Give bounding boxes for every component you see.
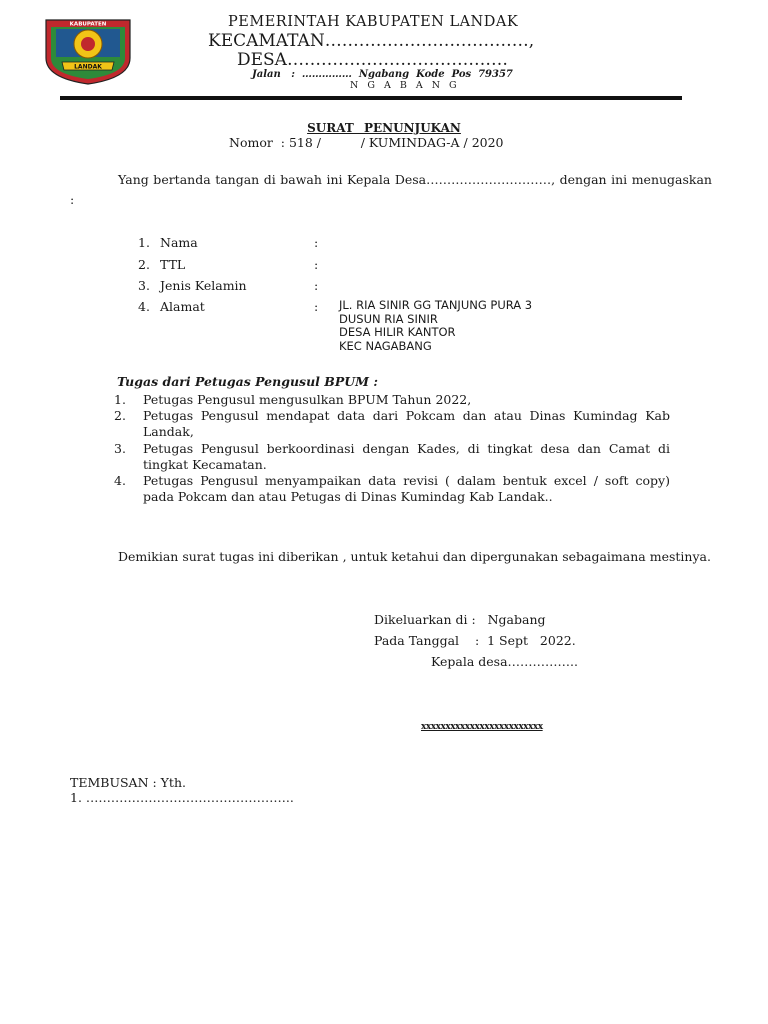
government-name: PEMERINTAH KABUPATEN LANDAK	[228, 14, 519, 30]
letter-number: Nomor : 518 / / KUMINDAG-A / 2020	[229, 135, 504, 150]
field-label: Nama	[160, 235, 198, 250]
address-line: Jalan : …………… Ngabang Kode Pos 79357	[252, 69, 513, 80]
opening-paragraph: Yang bertanda tangan di bawah ini Kepala Desa…………………………, dengan ini menugaskan :	[70, 172, 712, 207]
regency-logo	[42, 14, 134, 86]
field-colon: :	[314, 299, 319, 314]
field-ttl	[138, 257, 185, 272]
field-alamat	[138, 299, 205, 314]
issued-place: Dikeluarkan di : Ngabang	[374, 612, 546, 627]
task-item: 2. Petugas Pengusul mendapat data dari Pokcam dan atau Dinas Kumindag Kab Landak,	[114, 408, 670, 440]
logo-banner: LANDAK	[74, 63, 102, 71]
field-label: TTL	[160, 257, 186, 272]
address-line-3: DESA HILIR KANTOR	[339, 325, 456, 339]
logo-label: KABUPATEN	[69, 21, 107, 28]
copy-to-heading: TEMBUSAN : Yth.	[70, 775, 186, 790]
tasks-list	[70, 392, 670, 505]
issued-date: Pada Tanggal : 1 Sept 2022.	[374, 633, 576, 648]
city-line: N G A B A N G	[350, 80, 460, 91]
field-colon: :	[314, 278, 319, 293]
field-colon: :	[314, 257, 319, 272]
field-colon: :	[314, 235, 319, 250]
task-item: 4. Petugas Pengusul menyampaikan data revisi ( dalam bentuk excel / soft copy) pada Pokcam dan atau Petugas di Dinas Kumindag Kab Landak..	[114, 473, 670, 505]
field-number: 4.	[138, 299, 150, 314]
field-number: 3.	[138, 278, 150, 293]
village-line: DESA…………………………………	[237, 50, 508, 70]
header-divider	[60, 96, 682, 100]
address-value	[339, 299, 532, 353]
field-label: Alamat	[160, 299, 205, 314]
field-label: Jenis Kelamin	[160, 278, 247, 293]
task-item: 3. Petugas Pengusul berkoordinasi dengan Kades, di tingkat desa dan Camat di tingkat Kecamatan.	[114, 440, 670, 472]
address-line-2: DUSUN RIA SINIR	[339, 311, 438, 326]
field-number: 1.	[138, 235, 150, 250]
field-nama	[138, 235, 198, 250]
field-jenis-kelamin	[138, 278, 247, 293]
signatory-name: xxxxxxxxxxxxxxxxxxxxxxxxx	[421, 722, 543, 732]
signatory-position: Kepala desa……………..	[431, 654, 578, 669]
task-item: 1. Petugas Pengusul mengusulkan BPUM Tahun 2022,	[114, 392, 472, 407]
closing-paragraph: Demikian surat tugas ini diberikan , untuk ketahui dan dipergunakan sebagaimana mestinya.	[118, 549, 711, 564]
address-line-1: JL. RIA SINIR GG TANJUNG PURA 3	[339, 298, 533, 312]
tasks-heading: Tugas dari Petugas Pengusul BPUM :	[117, 374, 378, 389]
district-line: KECAMATAN………………………………,	[208, 31, 535, 51]
address-line-4: KEC NAGABANG	[339, 338, 432, 353]
field-number: 2.	[138, 257, 150, 272]
copy-to-item: 1. …………………………………………..	[70, 790, 294, 805]
letter-title: SURAT PENUNJUKAN	[307, 121, 461, 135]
